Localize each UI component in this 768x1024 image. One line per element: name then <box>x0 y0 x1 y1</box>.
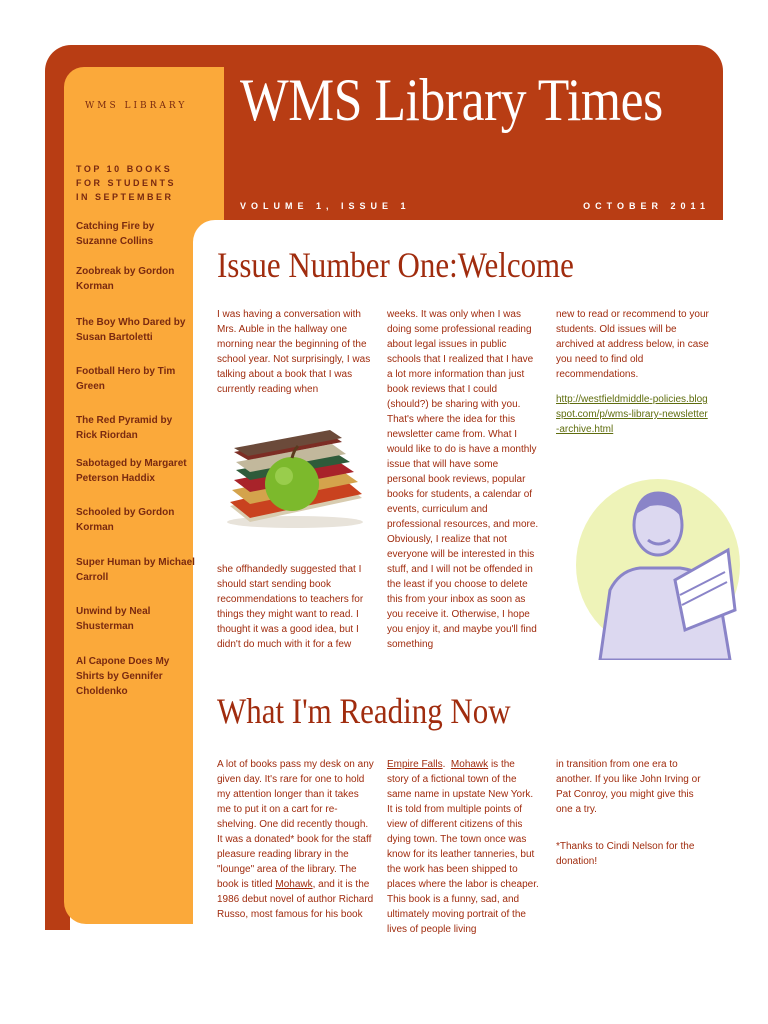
sidebar-logo-text: WMS LIBRARY <box>85 101 188 111</box>
article-paragraph <box>217 757 375 922</box>
sidebar-book-item: The Boy Who Dared by Susan Bartoletti <box>76 317 186 343</box>
article-reading-col1 <box>217 757 375 922</box>
sidebar-book-item: Catching Fire by Suzanne Collins <box>76 221 155 247</box>
book-title-mohawk: Mohawk <box>275 879 313 890</box>
books-apple-image <box>220 410 370 530</box>
sidebar-book-item: Sabotaged by Margaret Peterson Haddix <box>76 458 187 484</box>
article-welcome-col1-bottom <box>217 562 375 652</box>
article-reading-col3 <box>556 757 711 869</box>
archive-link[interactable]: http://westfieldmiddle-policies.blogspot.com/p/wms-library-newsletter-archive.html <box>556 394 708 435</box>
article-welcome-col3 <box>556 307 711 437</box>
book-title-empire-falls: Empire Falls <box>387 759 443 770</box>
article-welcome-col2 <box>387 307 539 652</box>
article-paragraph: she offhandedly suggested that I should start sending book recommendations to teachers for things they might want to read. I thought it was a good idea, but I didn't do much with it for a few <box>217 564 364 650</box>
article-paragraph: I was having a conversation with Mrs. Auble in the hallway one morning near the beginning of the school year. Not surprisingly, I was talking about a book that I was currently reading when <box>217 309 371 395</box>
article-text: A lot of books pass my desk on any given day. It's rare for one to hold my attention longer than it takes me to put it on a cart for re-shelving. One did recently though. It was a donated* book for the staff pleasure reading library in the "lounge" area of the library. The book is titled <box>217 759 374 890</box>
volume-issue: VOLUME 1, ISSUE 1 <box>240 201 411 211</box>
article-reading-col2 <box>387 757 539 937</box>
article-welcome-col1-top <box>217 307 375 397</box>
article-text: , and it is the 1986 debut novel of author Richard Russo, most famous for his book <box>217 879 374 920</box>
sidebar-book-item: Unwind by Neal Shusterman <box>76 606 151 632</box>
newsletter-title: WMS Library Times <box>240 67 663 133</box>
book-title-mohawk: Mohawk <box>450 759 489 770</box>
sidebar-heading: TOP 10 BOOKS FOR STUDENTS IN SEPTEMBER <box>76 164 177 202</box>
sidebar-book-item: The Red Pyramid by Rick Riordan <box>76 415 173 441</box>
article-heading-reading: What I'm Reading Now <box>217 691 511 731</box>
reader-clipart <box>560 470 740 660</box>
article-paragraph: weeks. It was only when I was doing some professional reading about legal issues in public schools that I realized that I have a lot more information than just book reviews that I could (should?) be sharing with you. That's where the idea for this newsletter came from. What I would like to do is have a monthly issue that will have some personal book reviews, popular books for students, a calendar of events, curriculum and professional resources, and more. Obviously, I realize that not everyone will be interested in this stuff, and I will not be offended in the least if you choose to delete this from your inbox as soon as you receive it. Otherwise, I hope you enjoy it, and maybe you'll find something <box>387 309 539 650</box>
sidebar-book-item: Schooled by Gordon Korman <box>76 507 175 533</box>
sidebar-book-item: Al Capone Does My Shirts by Gennifer Choldenko <box>76 656 170 697</box>
article-text: is the story of a fictional town of the same name in upstate New York. It is told from multiple points of view of different citizens of this dying town. The town once was know for its leather tanneries, but the work has been shipped to places where the labor is cheaper. This book is a funny, sad, and ultimately moving portrait of the lives of people living <box>387 759 539 935</box>
article-heading-welcome: Issue Number One:Welcome <box>217 245 574 285</box>
sidebar-book-item: Football Hero by Tim Green <box>76 366 176 392</box>
article-paragraph: new to read or recommend to your students. Old issues will be archived at address below, in case you need to find old recommendations. <box>556 309 709 380</box>
article-paragraph: Empire Falls. Mohawk is the story of a fictional town of the same name in upstate New York. It is told from multiple points of view of different citizens of this dying town. The town once was know for its leather tanneries, but the work has been shipped to places where the labor is cheaper. This book is a funny, sad, and ultimately moving portrait of the lives of people living <box>387 759 539 935</box>
sidebar-book-item: Super Human by Michael Carroll <box>76 557 195 583</box>
footnote: *Thanks to Cindi Nelson for the donation! <box>556 841 695 867</box>
issue-date: OCTOBER 2011 <box>583 201 710 211</box>
sidebar-book-item: Zoobreak by Gordon Korman <box>76 266 175 292</box>
article-paragraph: in transition from one era to another. If you like John Irving or Pat Conroy, you might give this one a try. <box>556 759 701 815</box>
